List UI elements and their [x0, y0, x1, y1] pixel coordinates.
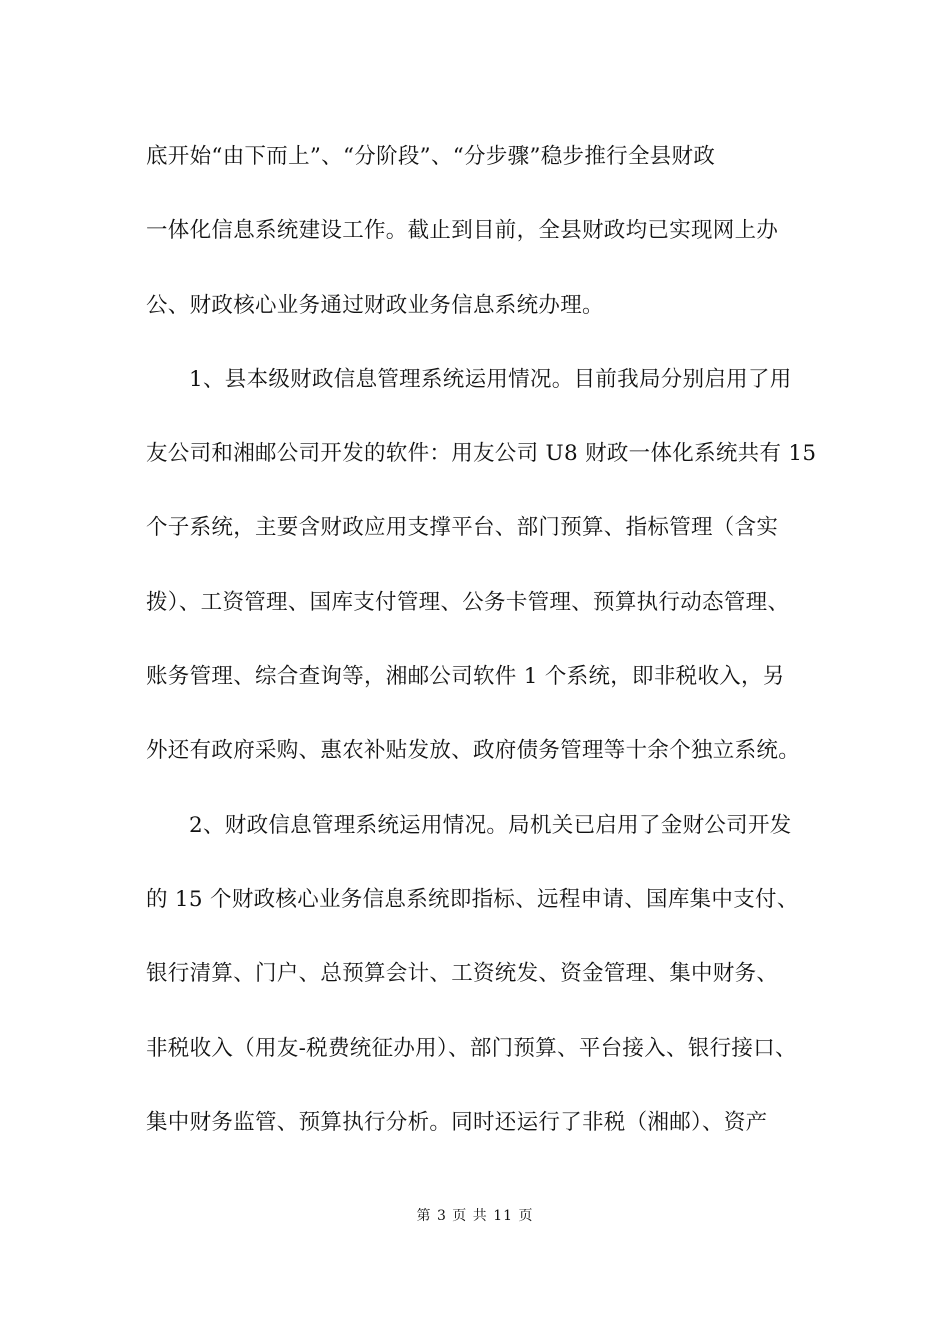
text-line: 拨）、工资管理、国库支付管理、公务卡管理、预算执行动态管理、	[146, 589, 790, 615]
text-line: 公、财政核心业务通过财政业务信息系统办理。	[146, 292, 604, 318]
text-line: 一体化信息系统建设工作。截止到目前，全县财政均已实现网上办	[146, 218, 779, 244]
text-line: 个子系统，主要含财政应用支撑平台、部门预算、指标管理（含实	[146, 515, 779, 541]
body-text	[146, 135, 826, 1175]
paragraph-start-line: 2、财政信息管理系统运用情况。局机关已启用了金财公司开发	[189, 812, 792, 838]
text-line: 账务管理、综合查询等，湘邮公司软件 1 个系统，即非税收入，另	[146, 664, 785, 690]
text-line: 集中财务监管、预算执行分析。同时还运行了非税（湘邮）、资产	[146, 1109, 768, 1135]
text-line: 底开始“由下而上”、“分阶段”、“分步骤”稳步推行全县财政	[146, 144, 716, 169]
text-line: 银行清算、门户、总预算会计、工资统发、资金管理、集中财务、	[146, 961, 779, 987]
text-line: 外还有政府采购、惠农补贴发放、政府债务管理等十余个独立系统。	[146, 738, 801, 764]
paragraph-start-line: 1、县本级财政信息管理系统运用情况。目前我局分别启用了用	[189, 366, 792, 392]
text-line: 友公司和湘邮公司开发的软件：用友公司 U8 财政一体化系统共有 15	[146, 441, 817, 467]
text-line: 的 15 个财政核心业务信息系统即指标、远程申请、国库集中支付、	[146, 886, 799, 912]
page-number: 第 3 页 共 11 页	[416, 1208, 534, 1224]
page-footer	[0, 1205, 950, 1225]
text-line: 非税收入（用友-税费统征办用）、部门预算、平台接入、银行接口、	[146, 1035, 797, 1061]
